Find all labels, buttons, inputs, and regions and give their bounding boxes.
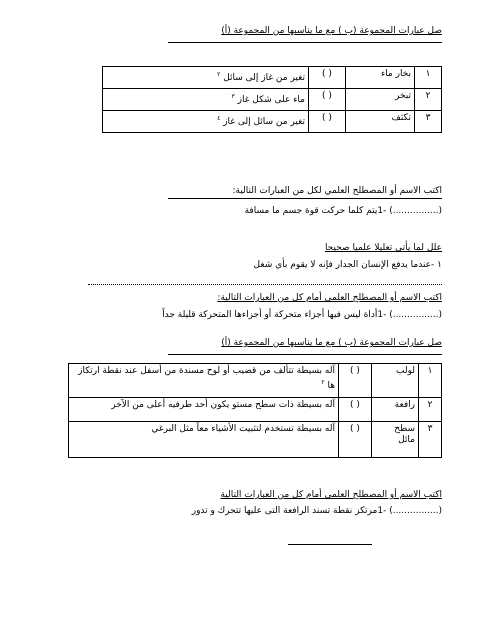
description-text: ماء على شكل غاز bbox=[237, 95, 305, 105]
description-text: تغير من سائل إلى غاز bbox=[223, 117, 305, 127]
superscript-mark: ٢ bbox=[217, 71, 221, 78]
q1-title: صل عبارات المجموعة (ب ) مع ما يناسبها من المجموعة (أ) bbox=[221, 26, 442, 36]
worksheet-page bbox=[68, 18, 442, 622]
description-text: آله بسيطة تتألف من قضيب أو لوح مسندة من أسفل عند نقطة ارتكاز ها bbox=[78, 366, 335, 391]
description-cell: آله بسيطة تستخدم لتثبيت الأشياء معاً مثل البرغي bbox=[69, 422, 339, 458]
row-number: ٣ bbox=[415, 111, 442, 133]
q6-title: اكتب الاسم أو المصطلح العلمي أمام كل من العبارات التالية bbox=[220, 490, 442, 500]
table-row bbox=[69, 422, 442, 458]
q1-matching-table bbox=[102, 66, 442, 133]
description-text: تغير من غاز إلى سائل bbox=[223, 73, 305, 83]
table-row bbox=[103, 67, 442, 89]
q3-item: ١ -عندما يدفع الإنسان الجدار فإنه لا يقوم بأي شغل bbox=[253, 260, 442, 270]
q4-title: اكتب الاسم أو المصطلح العلمي أمام كل من العبارات التالية: bbox=[217, 293, 442, 303]
row-number: ٢ bbox=[415, 89, 442, 111]
answer-parentheses: ( ) bbox=[309, 67, 346, 89]
answer-parentheses: ( ) bbox=[309, 89, 346, 111]
term-cell: تكثف bbox=[346, 111, 415, 133]
answer-dotted-line bbox=[88, 284, 442, 285]
description-cell bbox=[69, 364, 339, 398]
term-cell: تبخر bbox=[346, 89, 415, 111]
term-cell: رافعة bbox=[372, 398, 419, 422]
answer-line bbox=[288, 544, 372, 545]
q5-title: صل عبارات المجموعة (ب ) مع ما يناسبها من المجموعة (أ) bbox=[221, 338, 442, 348]
term-cell: سطح مائل bbox=[372, 422, 419, 458]
term-cell: لولب bbox=[372, 364, 419, 398]
row-number: ٢ bbox=[419, 398, 442, 422]
row-number: ٣ bbox=[419, 422, 442, 458]
answer-parentheses: ( ) bbox=[339, 398, 372, 422]
q4-item: (................) -1أداة ليس فيها أجزاء متحركة أو أجزاءها المتحركة قليلة جداً bbox=[162, 310, 442, 320]
table-row bbox=[69, 398, 442, 422]
answer-parentheses: ( ) bbox=[339, 422, 372, 458]
description-cell bbox=[103, 111, 309, 133]
q6-item: (................) -1مرتكز نقطة تسند الرافعة التى عليها تتحرك و تدور bbox=[191, 506, 442, 516]
table-row bbox=[103, 111, 442, 133]
description-cell bbox=[103, 67, 309, 89]
q5-title-rule bbox=[168, 354, 442, 355]
q3-title: علل لما يأتي تعليلا علميا صحيحا bbox=[324, 243, 442, 253]
description-cell bbox=[103, 89, 309, 111]
q1-title-rule bbox=[168, 42, 442, 43]
row-number: ١ bbox=[419, 364, 442, 398]
row-number: ١ bbox=[415, 67, 442, 89]
term-cell: بخار ماء bbox=[346, 67, 415, 89]
superscript-mark: ٤ bbox=[217, 115, 221, 122]
q5-matching-table bbox=[68, 363, 442, 458]
answer-parentheses: ( ) bbox=[339, 364, 372, 398]
table-row bbox=[69, 364, 442, 398]
q2-item: (................) -1يتم كلما حركت قوة جسم ما مسافة bbox=[244, 206, 442, 216]
answer-parentheses: ( ) bbox=[309, 111, 346, 133]
superscript-mark: ٣ bbox=[231, 93, 235, 100]
table-row bbox=[103, 89, 442, 111]
q2-title-rule bbox=[168, 198, 442, 199]
q2-title: اكتب الاسم أو المصطلح العلمي لكل من العبارات التالية: bbox=[232, 186, 442, 196]
superscript-mark: ٢ bbox=[321, 379, 325, 386]
description-cell: آله بسيطة ذات سطح مستو يكون أحد طرفيه أعلى من الآخر bbox=[69, 398, 339, 422]
